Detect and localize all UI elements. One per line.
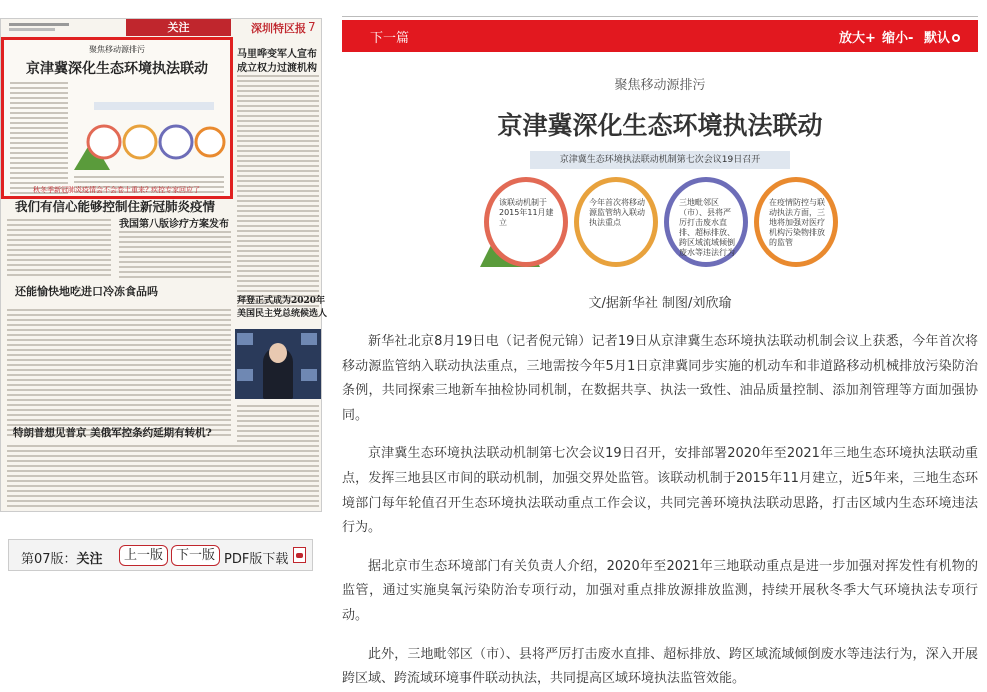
- paper-headline-trump: 特朗普想见普京 美俄军控条约延期有转机?: [13, 427, 212, 439]
- paper-headline-diagnosis: 我国第八版诊疗方案发布: [119, 219, 229, 230]
- paper-headline-biden-2: 美国民主党总统候选人: [237, 309, 328, 319]
- article-subtitle: 聚焦移动源排污: [614, 78, 706, 93]
- highlight-title: 京津冀深化生态环境执法联动: [26, 61, 208, 77]
- paper-text-covid: [7, 219, 111, 279]
- next-page-button[interactable]: 下一版: [171, 545, 220, 566]
- paper-date-line-2: [9, 28, 55, 31]
- article-credit: 文/据新华社 制图/刘欣瑜: [588, 296, 732, 311]
- article-panel: [342, 0, 978, 687]
- paper-headline-covid: 我们有信心能够控制住新冠肺炎疫情: [15, 199, 216, 214]
- paper-text-column-right: [237, 75, 319, 310]
- paper-text-trump: [7, 445, 319, 510]
- article-toolbar: [342, 20, 978, 52]
- infographic-banner: 京津冀生态环境执法联动机制第七次会议19日召开: [530, 151, 790, 169]
- paper-photo-biden: [235, 329, 321, 399]
- infographic-item-4: 在疫情防控与联动执法方面，三地将加强对医疗机构污染物排放的监管: [754, 177, 838, 267]
- paper-headline-covid-kicker: 秋冬季新冠肺炎疫情会不会卷土重来? 疾控专家回应了: [33, 186, 200, 194]
- paper-headline-frozen-food: 还能愉快地吃进口冷冻食品吗: [15, 285, 158, 298]
- article-paragraph-1: 新华社北京8月19日电（记者倪元锦）记者19日从京津冀生态环境执法联动机制会议上获悉，今年首次将移动源监管纳入联动执法重点，三地需按今年5月1日京津冀同步实施的机动车和非道路移动机械排放污染防治条例，共同探索三地新车抽检协同机制，在数据共享、执法一致性、油品质量控制、添加剂管理等方面加强协同。: [342, 334, 978, 423]
- reset-zoom-label: 默认: [924, 31, 951, 46]
- highlight-infographic: [74, 100, 226, 170]
- infographic-item-1: 该联动机制于2015年11月建立: [484, 177, 568, 267]
- paper-headline-biden-1: 拜登正式成为2020年: [237, 296, 326, 306]
- paper-page-number: 7: [308, 20, 316, 34]
- article-paragraph-3: 据北京市生态环境部门有关负责人介绍，2020年至2021年三地联动重点是进一步加强对挥发性有机物的监管，通过实施臭氧污染防治专项行动，加强对重点排放源排放监测，持续开展秋冬季大气环境执法专项行动。: [342, 558, 978, 623]
- prev-page-button[interactable]: 上一版: [119, 545, 168, 566]
- reset-zoom-button[interactable]: [924, 27, 960, 46]
- paper-headline-mali-2: 成立权力过渡机构: [237, 63, 317, 74]
- top-divider: [342, 16, 978, 17]
- paper-header: [1, 19, 323, 37]
- zoom-out-button[interactable]: 缩小-: [882, 31, 914, 46]
- infographic-item-3: 三地毗邻区（市）、县将严厉打击废水直排、超标排放、跨区域流域倾倒废水等违法行为: [664, 177, 748, 267]
- circle-icon: [952, 34, 960, 42]
- paper-text-diagnosis: [119, 231, 231, 281]
- zoom-in-button[interactable]: 放大+: [839, 31, 876, 46]
- highlighted-article-region[interactable]: [1, 37, 233, 199]
- pdf-download-link[interactable]: PDF版下载: [224, 552, 289, 567]
- article-paragraph-4: 此外，三地毗邻区（市）、县将严厉打击废水直排、超标排放、跨区域流域倾倒废水等违法行为，深入开展跨区域、跨流域环境事件联动执法，共同提高区域环境执法监管效能。: [342, 646, 978, 687]
- highlight-subtitle: 聚焦移动源排污: [89, 45, 145, 54]
- infographic-item-2: 今年首次将移动源监管纳入联动执法重点: [574, 177, 658, 267]
- paper-headline-mali-1: 马里哗变军人宣布: [237, 49, 317, 60]
- next-article-link[interactable]: 下一篇: [370, 31, 410, 46]
- paper-text-biden: [237, 405, 319, 450]
- pdf-icon[interactable]: [293, 547, 306, 563]
- current-page-label: 第07版：关注: [21, 552, 103, 567]
- page-navigation: [8, 539, 313, 571]
- article-paragraph-2: 京津冀生态环境执法联动机制第七次会议19日召开，安排部署2020年至2021年三地生态环境执法联动重点，发挥三地县区市间的联动机制，加强交界处监管。该联动机制于2015年11月建立，近5年来，三地生态环境部门每年轮值召开生态环境执法联动重点工作会议，共同完善环境执法联动思路，打击区域内生态环境违法行为。: [342, 446, 978, 536]
- highlight-text-column: [10, 82, 68, 197]
- paper-date-line: [9, 23, 69, 26]
- paper-column-tag: 关注: [126, 19, 231, 36]
- article-infographic: [480, 149, 840, 275]
- newspaper-page-thumbnail[interactable]: [0, 18, 328, 512]
- article-body: [342, 330, 978, 687]
- paper-logo: 深圳特区报: [251, 22, 306, 35]
- article-title: 京津冀深化生态环境执法联动: [497, 111, 823, 140]
- paper-text-frozen-food: [7, 309, 231, 439]
